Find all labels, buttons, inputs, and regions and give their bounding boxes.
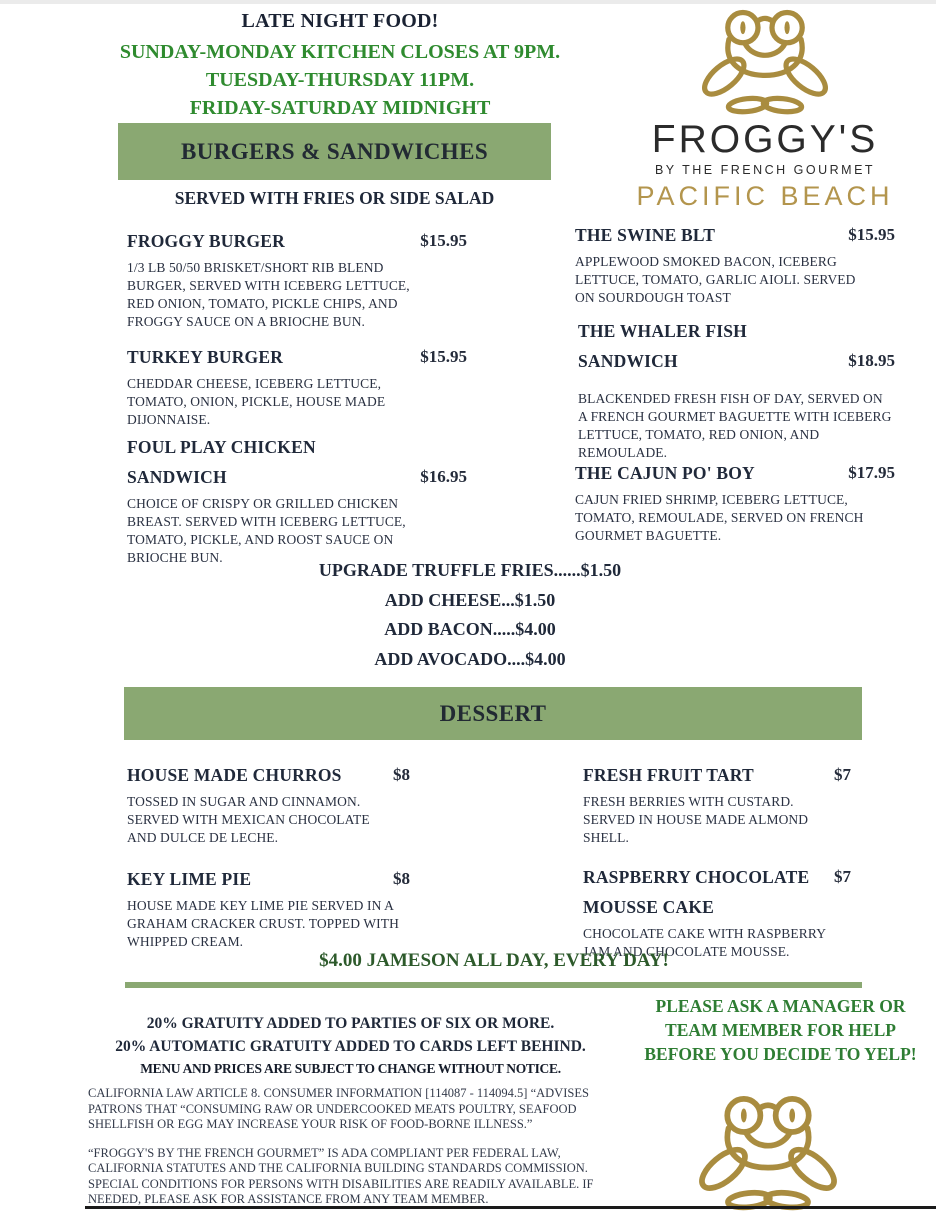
served-with-note: SERVED WITH FRIES OR SIDE SALAD (174, 188, 495, 208)
item-price: $15.95 (420, 231, 467, 250)
kitchen-hours (40, 38, 640, 122)
logo-tagline: BY THE FRENCH GOURMET (654, 163, 876, 177)
menu-item-cajun-po-boy (575, 458, 895, 545)
item-price: $15.95 (420, 347, 467, 366)
gratuity-line-1: 20% GRATUITY ADDED TO PARTIES OF SIX OR MORE. (146, 1015, 555, 1032)
logo-name: FROGGY'S (651, 118, 879, 161)
california-law-disclaimer: CALIFORNIA LAW ARTICLE 8. CONSUMER INFORMATION [114087 - 114094.5] “ADVISES PATRONS THAT “CONSUMING RAW OR UNDERCOOKED MEATS POULTRY, SEAFOOD SHELLFISH OR EGG MAY INCREASE YOUR RISK OF FOOD-BORNE ILLNESS.” (88, 1086, 589, 1131)
item-description: CHOCOLATE CAKE WITH RASPBERRY JAM AND CHOCOLATE MOUSSE. (583, 926, 826, 959)
menu-item-foul-play-chicken-sandwich (127, 432, 467, 567)
menu-item-turkey-burger (127, 342, 467, 429)
item-price: $17.95 (848, 463, 895, 482)
item-description: 1/3 LB 50/50 BRISKET/SHORT RIB BLEND BURGER, SERVED WITH ICEBERG LETTUCE, RED ONION, TOMATO, PICKLE CHIPS, AND FROGGY SAUCE ON A BRIOCHE BUN. (127, 260, 410, 329)
item-price: $16.95 (420, 467, 467, 486)
item-name: FROGGY BURGER (127, 231, 285, 251)
menu-item-froggy-burger (127, 226, 467, 331)
yelp-message: PLEASE ASK A MANAGER OR TEAM MEMBER FOR HELP BEFORE YOU DECIDE TO YELP! (644, 996, 917, 1064)
item-description: BLACKENDED FRESH FISH OF DAY, SERVED ON A FRENCH GOURMET BAGUETTE WITH ICEBERG LETTUCE, TOMATO, RED ONION, AND REMOULADE. (578, 391, 892, 460)
dessert-banner-label: DESSERT (439, 700, 547, 726)
logo-location: PACIFIC BEACH (636, 181, 894, 211)
section-banner-dessert (124, 687, 862, 740)
item-price: $8 (393, 765, 410, 784)
item-price: $15.95 (848, 225, 895, 244)
jameson-promo: $4.00 JAMESON ALL DAY, EVERY DAY! (319, 950, 669, 971)
ada-compliance-disclaimer: “FROGGY'S BY THE FRENCH GOURMET” IS ADA COMPLIANT PER FEDERAL LAW, CALIFORNIA STATUTES AND THE CALIFORNIA BUILDING STANDARDS COMMISSION. SPECIAL CONDITIONS FOR PERSONS WITH DISABILITIES ARE READILY AVAILABLE. IF NEEDED, PLEASE ASK FOR ASSISTANCE FROM ANY TEAM MEMBER. (88, 1145, 594, 1206)
item-name: KEY LIME PIE (127, 869, 252, 889)
menu-item-raspberry-mousse-cake (583, 862, 851, 961)
addon-bacon: ADD BACON.....$4.00 (384, 619, 556, 639)
item-name: THE WHALER FISH SANDWICH (578, 321, 747, 371)
item-name: FRESH FRUIT TART (583, 765, 754, 785)
section-banner-burgers (118, 123, 551, 180)
frog-bottom-icon (698, 1092, 838, 1214)
item-description: HOUSE MADE KEY LIME PIE SERVED IN A GRAHAM CRACKER CRUST. TOPPED WITH WHIPPED CREAM. (127, 898, 399, 949)
green-divider (125, 982, 862, 988)
menu-item-swine-blt (575, 220, 895, 307)
item-name: RASPBERRY CHOCOLATE MOUSSE CAKE (583, 867, 810, 917)
hours-line-2: TUESDAY-THURSDAY 11PM. (205, 69, 475, 91)
price-change-notice: MENU AND PRICES ARE SUBJECT TO CHANGE WITHOUT NOTICE. (140, 1061, 561, 1076)
item-name: TURKEY BURGER (127, 347, 284, 367)
menu-item-key-lime-pie (127, 864, 410, 951)
burgers-banner-label: BURGERS & SANDWICHES (180, 138, 489, 164)
menu-item-whaler-fish-sandwich (578, 316, 895, 462)
page-title: LATE NIGHT FOOD! (241, 10, 439, 32)
hours-line-1: SUNDAY-MONDAY KITCHEN CLOSES AT 9PM. (119, 41, 561, 63)
item-price: $8 (393, 869, 410, 888)
item-price: $7 (834, 867, 851, 886)
item-description: CHEDDAR CHEESE, ICEBERG LETTUCE, TOMATO, ONION, PICKLE, HOUSE MADE DIJONNAISE. (127, 376, 386, 427)
page-bottom-border (85, 1206, 936, 1209)
item-name: THE CAJUN PO' BOY (575, 463, 755, 483)
item-description: CAJUN FRIED SHRIMP, ICEBERG LETTUCE, TOMATO, REMOULADE, SERVED ON FRENCH GOURMET BAGUETTE. (575, 492, 864, 543)
addon-cheese: ADD CHEESE...$1.50 (384, 589, 556, 610)
item-price: $7 (834, 765, 851, 784)
item-description: APPLEWOOD SMOKED BACON, ICEBERG LETTUCE, TOMATO, GARLIC AIOLI. SERVED ON SOURDOUGH TOAST (575, 254, 856, 305)
item-description: CHOICE OF CRISPY OR GRILLED CHICKEN BREAST. SERVED WITH ICEBERG LETTUCE, TOMATO, PICKLE, AND ROOST SAUCE ON BRIOCHE BUN. (127, 496, 406, 565)
menu-item-churros (127, 760, 410, 847)
frog-logo-icon (701, 6, 829, 118)
page-top-edge (0, 0, 936, 4)
item-description: FRESH BERRIES WITH CUSTARD. SERVED IN HOUSE MADE ALMOND SHELL. (583, 794, 809, 845)
menu-item-fresh-fruit-tart (583, 760, 851, 847)
item-price: $18.95 (848, 351, 895, 370)
addons-list (100, 556, 840, 674)
item-name: THE SWINE BLT (575, 225, 716, 245)
item-name: HOUSE MADE CHURROS (127, 765, 342, 785)
footer-notes (88, 1012, 613, 1208)
hours-line-3: FRIDAY-SATURDAY MIDNIGHT (189, 97, 491, 119)
restaurant-logo (600, 6, 930, 212)
item-name: FOUL PLAY CHICKEN SANDWICH (127, 437, 316, 487)
addon-avocado: ADD AVOCADO....$4.00 (374, 648, 566, 669)
addon-truffle-fries: UPGRADE TRUFFLE FRIES......$1.50 (318, 560, 622, 580)
item-description: TOSSED IN SUGAR AND CINNAMON. SERVED WITH MEXICAN CHOCOLATE AND DULCE DE LECHE. (127, 794, 370, 845)
gratuity-line-2: 20% AUTOMATIC GRATUITY ADDED TO CARDS LEFT BEHIND. (115, 1038, 586, 1055)
